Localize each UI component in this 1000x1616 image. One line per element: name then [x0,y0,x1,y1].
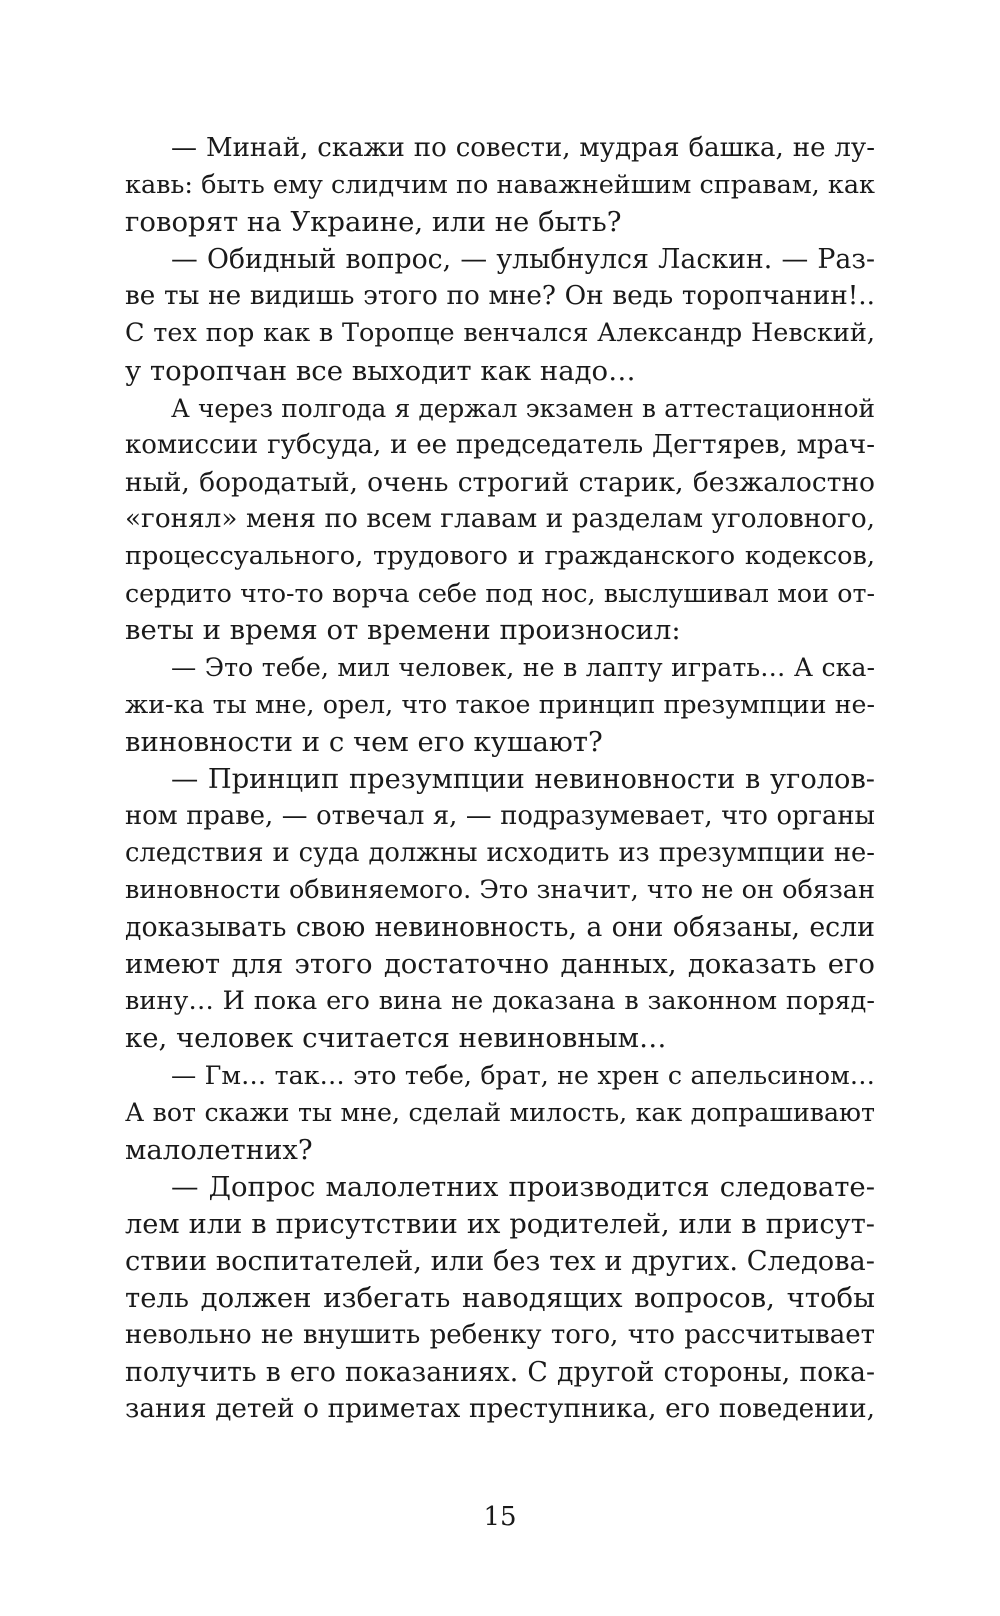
paragraph-2 [125,241,875,389]
text-line: — Обидный вопрос, — улыбнулся Ласкин. — Раз- [171,244,875,276]
text-line: жи-ка ты мне, орел, что такое принцип презумпции не- [125,690,875,720]
text-line: сердито что-то ворча себе под нос, выслушивал мои от- [125,579,875,609]
body-text [125,130,875,1428]
text-line: комиссии губсуда, и ее председатель Дегтярев, мрач- [125,429,875,460]
text-line: А через полгода я держал экзамен в аттестационной [171,393,875,423]
text-line: доказывать свою невиновность, а они обязаны, если [125,911,875,943]
text-line: процессуального, трудового и гражданского кодексов, [125,541,875,572]
text-line: у торопчан все выходит как надо… [125,354,636,387]
paragraph-4 [125,649,875,760]
text-line: лем или в присутствии их родителей, или в присут- [125,1208,875,1240]
text-line: следствия и суда должны исходить из презумпции не- [125,837,875,868]
text-line: «гонял» меня по всем главам и разделам уголовного, [125,503,875,534]
text-line: имеют для этого достаточно данных, доказать его [125,948,875,981]
text-line: кавь: быть ему слидчим по наважнейшим справам, как [125,170,875,201]
text-line: ном праве, — отвечал я, — подразумевает, что органы [125,800,875,831]
text-line: ве ты не видишь этого по мне? Он ведь торопчанин!.. [125,281,875,312]
paragraph-3 [125,390,875,650]
text-line: малолетних? [125,1133,313,1166]
text-line: веты и время от времени произносил: [125,614,681,647]
text-line: виновности обвиняемого. Это значит, что не он обязан [125,874,875,905]
text-line: ный, бородатый, очень строгий старик, безжалостно [125,466,875,498]
page-number: 15 [483,1502,517,1532]
text-line: виновности и с чем его кушают? [125,725,603,758]
text-line: ствии воспитателей, или без тех и других. Следова- [125,1245,875,1277]
text-line: — Гм… так… это тебе, брат, не хрен с апельсином… [171,1061,875,1091]
text-line: ке, человек считается невиновным… [125,1022,667,1055]
text-line: С тех пор как в Торопце венчался Александр Невский, [125,318,875,349]
text-line: — Минай, скажи по совести, мудрая башка, не лу- [171,133,875,163]
text-line: — Допрос малолетних производится следовате- [171,1170,875,1203]
text-line: — Принцип презумпции невиновности в уголов- [171,763,875,795]
text-line: тель должен избегать наводящих вопросов, чтобы [125,1281,875,1314]
text-line: А вот скажи ты мне, сделай милость, как допрашивают [125,1098,875,1128]
paragraph-1 [125,130,875,241]
paragraph-6 [125,1057,875,1168]
text-line: говорят на Украине, или не быть? [125,206,622,239]
text-line: зания детей о приметах преступника, его поведении, [125,1394,875,1425]
text-line: — Это тебе, мил человек, не в лапту играть… А ска- [171,653,875,683]
text-line: получить в его показаниях. С другой стороны, пока- [125,1357,875,1389]
paragraph-7 [125,1169,875,1429]
paragraph-5 [125,761,875,1058]
text-line: невольно не внушить ребенку того, что рассчитывает [125,1320,875,1350]
text-line: вину… И пока его вина не доказана в законном поряд- [125,986,875,1017]
